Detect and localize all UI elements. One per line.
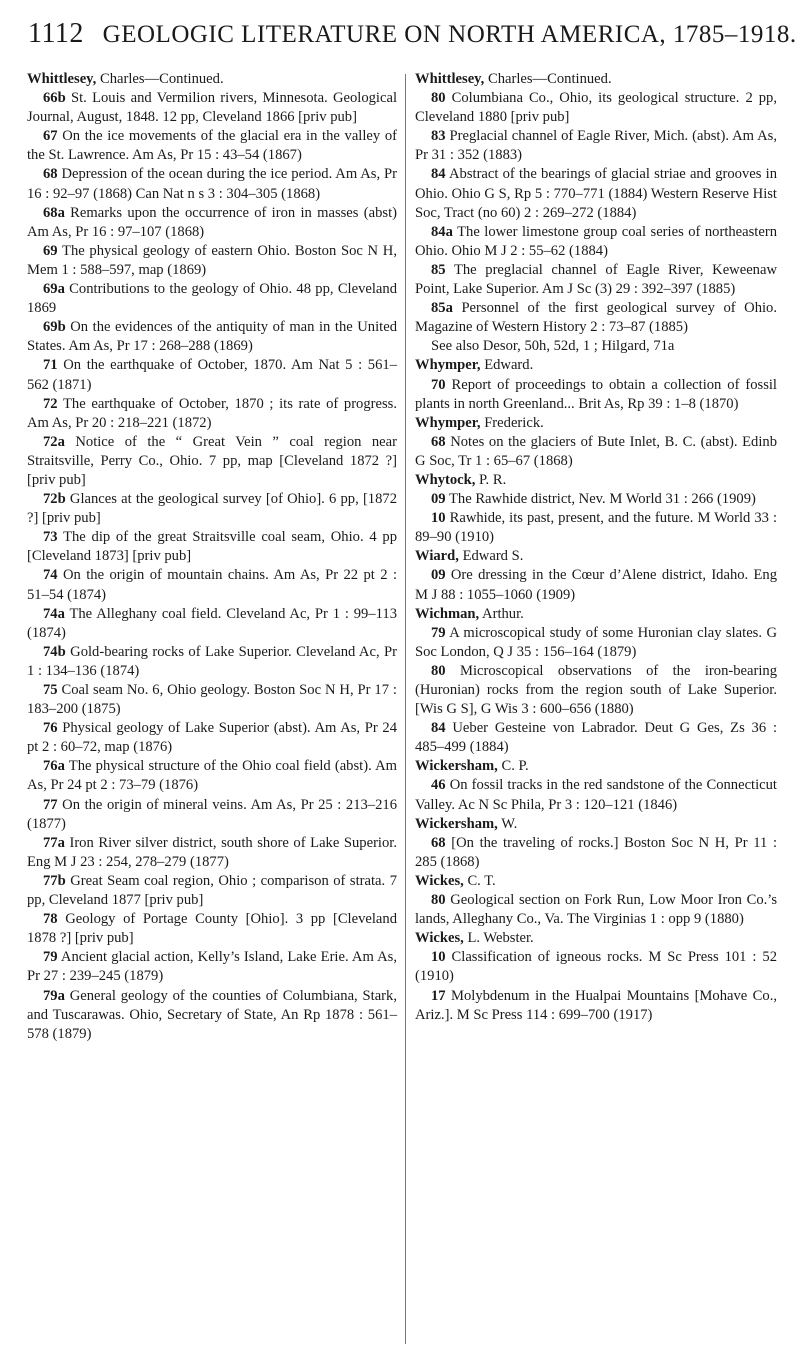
entry-text: On the evidences of the antiquity of man in the United States. Am As, Pr 17 : 268–288 (1869) [27, 319, 397, 355]
bibliography-entry [415, 987, 777, 1025]
author-name: Wiard, [415, 548, 459, 565]
entry-number: 84 [431, 166, 446, 183]
entry-text: St. Louis and Vermilion rivers, Minnesota. Geological Journal, August, 1848. 12 pp, Cleveland 1866 [priv pub] [27, 90, 397, 126]
entry-text: The physical structure of the Ohio coal field (abst). Am As, Pr 24 pt 2 : 73–79 (1876) [27, 758, 397, 794]
entry-number: 71 [43, 357, 58, 374]
entry-number: 75 [43, 682, 58, 698]
bibliography-entry [415, 891, 777, 929]
entry-number: 72 [43, 395, 58, 412]
author-heading [415, 414, 777, 433]
entry-text: General geology of the counties of Columbiana, Stark, and Tuscarawas. Ohio, Secretary of State, An Rp 1878 : 561–578 (1879) [27, 987, 397, 1042]
entry-text: Gold-bearing rocks of Lake Superior. Cleveland Ac, Pr 1 : 134–136 (1874) [27, 643, 397, 679]
author-name: Whittlesey, [27, 71, 97, 87]
entry-number: 69b [43, 319, 66, 336]
entry-number: 67 [43, 128, 58, 145]
bibliography-entry [27, 528, 397, 566]
entry-number: 78 [43, 911, 58, 928]
bibliography-entry [27, 834, 397, 872]
entry-number: 69a [43, 281, 65, 298]
author-name: Whittlesey, [415, 71, 485, 87]
author-name: Wickes, [415, 872, 464, 889]
entry-number: 73 [43, 529, 58, 546]
bibliography-entry [27, 796, 397, 834]
entry-number: 46 [431, 777, 446, 794]
entry-text: [On the traveling of rocks.] Boston Soc N H, Pr 11 : 285 (1868) [415, 834, 777, 870]
right-column [415, 70, 777, 1025]
author-heading [415, 471, 777, 490]
author-name: Wickersham, [415, 815, 498, 832]
entry-text: The lower limestone group coal series of northeastern Ohio. Ohio M J 2 : 55–62 (1884) [415, 223, 777, 259]
author-name: Whymper, [415, 414, 481, 431]
entry-text: The preglacial channel of Eagle River, Keweenaw Point, Lake Superior. Am J Sc (3) 29 : 392–397 (1885) [415, 261, 777, 298]
bibliography-entry [27, 757, 397, 795]
bibliography-entry [27, 127, 397, 165]
entry-text: Columbiana Co., Ohio, its geological structure. 2 pp, Cleveland 1880 [priv pub] [415, 90, 777, 126]
entry-number: 68 [431, 433, 446, 450]
entry-number: 79 [431, 624, 446, 641]
bibliography-entry [27, 987, 397, 1044]
entry-number: 77b [43, 872, 66, 889]
entry-number: 76a [43, 758, 65, 775]
bibliography-entry [415, 948, 777, 986]
bibliography-entry [415, 624, 777, 662]
author-name: Whymper, [415, 357, 481, 374]
entry-number: 17 [431, 987, 446, 1004]
entry-text: On the earthquake of October, 1870. Am Nat 5 : 561–562 (1871) [27, 357, 397, 393]
author-qualifier: Edward. [480, 357, 534, 374]
author-qualifier: W. [497, 815, 518, 832]
entry-number: 77a [43, 834, 65, 851]
author-qualifier: C. P. [497, 758, 529, 775]
entry-number: 77 [43, 796, 58, 813]
entry-number: 66b [43, 90, 66, 107]
bibliography-entry [415, 165, 777, 222]
bibliography-entry [415, 776, 777, 814]
entry-text: On fossil tracks in the red sandstone of the Connecticut Valley. Ac N Sc Phila, Pr 3 : 120–121 (1846) [415, 777, 777, 813]
author-qualifier: Edward S. [458, 548, 524, 565]
entry-number: 85 [431, 261, 446, 278]
entry-text: Geological section on Fork Run, Low Moor Iron Co.’s lands, Alleghany Co., Va. The Virginias 1 : opp 9 (1880) [415, 892, 777, 928]
entry-text: Personnel of the first geological survey of Ohio. Magazine of Western History 2 : 73–87 (1885) [415, 300, 777, 336]
author-heading [415, 356, 777, 375]
entry-number: 80 [431, 892, 446, 909]
entry-text: Physical geology of Lake Superior (abst). Am As, Pr 24 pt 2 : 60–72, map (1876) [27, 720, 397, 756]
entry-text: Notes on the glaciers of Bute Inlet, B. C. (abst). Edinb G Soc, Tr 1 : 65–67 (1868) [415, 433, 777, 469]
bibliography-entry [27, 643, 397, 681]
page-header [28, 18, 797, 50]
bibliography-entry [415, 299, 777, 337]
entry-number: 80 [431, 662, 446, 679]
entry-number: 85a [431, 300, 453, 317]
author-qualifier: Arthur. [479, 605, 524, 622]
author-heading [415, 815, 777, 834]
bibliography-entry [27, 605, 397, 643]
entry-text: The Alleghany coal field. Cleveland Ac, Pr 1 : 99–113 (1874) [27, 605, 397, 641]
bibliography-entry [27, 165, 397, 203]
entry-number: 72a [43, 433, 65, 450]
entry-number: 68a [43, 204, 65, 221]
bibliography-entry [415, 433, 777, 471]
bibliography-entry [27, 433, 397, 490]
bibliography-entry [415, 509, 777, 547]
bibliography-entry [415, 127, 777, 165]
page-number: 1112 [28, 18, 84, 49]
bibliography-entry [27, 318, 397, 356]
author-name: Wickersham, [415, 758, 498, 775]
bibliography-entry [27, 204, 397, 242]
author-heading [415, 547, 777, 566]
author-name: Whytock, [415, 471, 476, 488]
entry-number: 80 [431, 90, 446, 107]
bibliography-entry [27, 566, 397, 604]
entry-text: Contributions to the geology of Ohio. 48 pp, Cleveland 1869 [27, 281, 397, 317]
author-qualifier: L. Webster. [463, 930, 534, 947]
bibliography-entry [27, 872, 397, 910]
entry-text: Ueber Gesteine von Labrador. Deut G Ges, Zs 36 : 485–499 (1884) [415, 720, 777, 756]
entry-number: 74a [43, 605, 65, 622]
entry-text: Classification of igneous rocks. M Sc Press 101 : 52 (1910) [415, 949, 777, 985]
entry-text: Great Seam coal region, Ohio ; comparison of strata. 7 pp, Cleveland 1877 [priv pub] [27, 872, 397, 909]
entry-text: Glances at the geological survey [of Ohio]. 6 pp, [1872 ?] [priv pub] [27, 491, 397, 527]
entry-number: 76 [43, 720, 58, 737]
bibliography-entry [415, 662, 777, 719]
entry-text: Ancient glacial action, Kelly’s Island, Lake Erie. Am As, Pr 27 : 239–245 (1879) [27, 949, 397, 985]
entry-text: Rawhide, its past, present, and the future. M World 33 : 89–90 (1910) [415, 510, 777, 546]
entry-number: 09 [431, 567, 446, 584]
bibliography-entry [27, 395, 397, 433]
bibliography-entry [415, 566, 777, 604]
bibliography-entry [27, 719, 397, 757]
entry-text: Notice of the “ Great Vein ” coal region near Straitsville, Perry Co., Ohio. 7 pp, map [Cleveland 1872 ?] [priv pub] [27, 433, 397, 488]
entry-number: 68 [43, 166, 58, 183]
entry-number: 74b [43, 643, 66, 660]
entry-number: 79a [43, 987, 65, 1004]
running-title: GEOLOGIC LITERATURE ON NORTH AMERICA, 1785–1918. [102, 21, 797, 48]
bibliography-entry [27, 89, 397, 127]
entry-number: 74 [43, 567, 58, 584]
author-heading [415, 70, 777, 89]
entry-text: The dip of the great Straitsville coal seam, Ohio. 4 pp [Cleveland 1873] [priv pub] [27, 529, 397, 565]
see-also-note: See also Desor, 50h, 52d, 1 ; Hilgard, 71a [431, 338, 675, 355]
author-heading [415, 872, 777, 891]
entry-text: The physical geology of eastern Ohio. Boston Soc N H, Mem 1 : 588–597, map (1869) [27, 242, 397, 278]
entry-text: On the origin of mountain chains. Am As, Pr 22 pt 2 : 51–54 (1874) [27, 567, 397, 603]
author-qualifier: Charles—Continued. [484, 71, 612, 87]
entry-text: Ore dressing in the Cœur d’Alene district, Idaho. Eng M J 88 : 1055–1060 (1909) [415, 567, 777, 603]
entry-number: 09 [431, 491, 446, 508]
author-heading [415, 929, 777, 948]
author-qualifier: P. R. [475, 471, 507, 488]
author-qualifier: Frederick. [480, 414, 544, 431]
entry-text: Microscopical observations of the iron-bearing (Huronian) rocks from the region south of Lake Superior. [Wis G S], G Wis 3 : 600–656 (1880) [415, 662, 777, 718]
bibliography-entry [27, 490, 397, 528]
bibliography-entry [27, 948, 397, 986]
author-name: Wichman, [415, 605, 480, 622]
entry-number: 10 [431, 510, 446, 527]
entry-number: 83 [431, 128, 446, 145]
left-column [27, 70, 397, 1044]
entry-text: Remarks upon the occurrence of iron in masses (abst) Am As, Pr 16 : 97–107 (1868) [27, 204, 397, 240]
entry-text: The Rawhide district, Nev. M World 31 : 266 (1909) [445, 491, 756, 508]
author-qualifier: Charles—Continued. [96, 71, 224, 87]
entry-text: The earthquake of October, 1870 ; its rate of progress. Am As, Pr 20 : 218–221 (1872) [27, 395, 397, 431]
entry-text: A microscopical study of some Huronian clay slates. G Soc London, Q J 35 : 156–164 (1879) [415, 624, 777, 660]
bibliography-entry [27, 242, 397, 280]
bibliography-entry [415, 376, 777, 414]
entry-text: Molybdenum in the Hualpai Mountains [Mohave Co., Ariz.]. M Sc Press 114 : 699–700 (1917) [415, 987, 777, 1023]
bibliography-entry [415, 719, 777, 757]
author-heading [415, 605, 777, 624]
entry-text: Preglacial channel of Eagle River, Mich. (abst). Am As, Pr 31 : 352 (1883) [415, 128, 777, 164]
author-heading [27, 70, 397, 89]
entry-number: 84 [431, 720, 446, 737]
column-divider [405, 74, 406, 1344]
entry-text: On the ice movements of the glacial era in the valley of the St. Lawrence. Am As, Pr 15 : 43–54 (1867) [27, 128, 397, 164]
bibliography-entry [415, 261, 777, 299]
entry-text: Abstract of the bearings of glacial striae and grooves in Ohio. Ohio G S, Rp 5 : 770–771 (1884) Western Reserve Hist Soc, Tract (no 60) 2 : 269–272 (1884) [415, 166, 777, 221]
entry-text: Coal seam No. 6, Ohio geology. Boston Soc N H, Pr 17 : 183–200 (1875) [27, 682, 397, 718]
entry-number: 72b [43, 491, 66, 508]
entry-number: 79 [43, 949, 58, 966]
entry-number: 70 [431, 376, 446, 393]
entry-text: Depression of the ocean during the ice period. Am As, Pr 16 : 92–97 (1868) Can Nat n s 3 : 304–305 (1868) [27, 166, 397, 202]
bibliography-entry [415, 490, 777, 509]
author-qualifier: C. T. [463, 872, 496, 889]
entry-number: 10 [431, 949, 446, 966]
bibliography-entry [415, 223, 777, 261]
bibliography-entry [415, 89, 777, 127]
author-name: Wickes, [415, 930, 464, 947]
bibliography-entry [415, 834, 777, 872]
entry-text: Iron River silver district, south shore of Lake Superior. Eng M J 23 : 254, 278–279 (1877) [27, 834, 397, 870]
entry-number: 68 [431, 834, 446, 851]
entry-text: On the origin of mineral veins. Am As, Pr 25 : 213–216 (1877) [27, 796, 397, 832]
bibliography-entry [27, 280, 397, 318]
entry-number: 69 [43, 242, 58, 259]
entry-text: Geology of Portage County [Ohio]. 3 pp [Cleveland 1878 ?] [priv pub] [27, 911, 397, 947]
author-heading [415, 757, 777, 776]
bibliography-entry [27, 681, 397, 719]
entry-number: 84a [431, 223, 453, 240]
bibliography-entry [27, 910, 397, 948]
entry-text: Report of proceedings to obtain a collection of fossil plants in north Greenland... Brit As, Rp 39 : 1–8 (1870) [415, 376, 777, 412]
bibliography-entry [27, 356, 397, 394]
